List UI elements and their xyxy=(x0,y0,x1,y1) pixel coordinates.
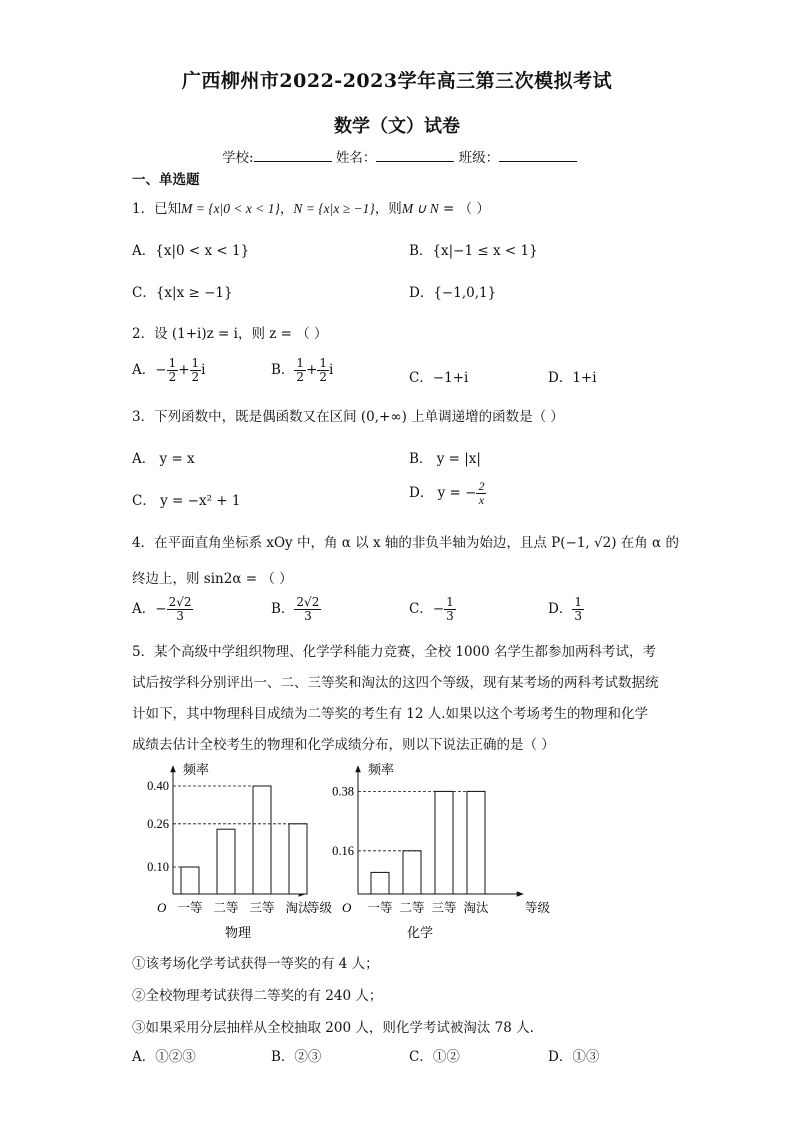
bar-2 xyxy=(217,829,235,894)
x-axis-label: 等级 xyxy=(307,901,333,915)
q2-a-num1: 1 xyxy=(168,356,177,370)
q4-d-den: 3 xyxy=(574,609,582,623)
x-axis-label: 等级 xyxy=(525,901,551,915)
q2-stem: 2．设 (1+i)z = i，则 z = （ ） xyxy=(132,326,328,342)
school-blank xyxy=(254,149,332,162)
chart-title: 化学 xyxy=(406,925,434,940)
q1-stem-b: ，则 xyxy=(374,201,402,217)
q4-d-num: 1 xyxy=(574,595,582,609)
bar-1 xyxy=(371,872,389,894)
q3-d-den: x xyxy=(478,493,485,507)
q1-option-c[interactable]: C．{x|x ≥ −1} xyxy=(132,285,233,301)
class-label: 班级： xyxy=(458,150,500,166)
q5-option-b[interactable]: B．②③ xyxy=(271,1049,322,1065)
q4-a-pre: A．− xyxy=(132,601,167,617)
bar-3 xyxy=(253,786,271,894)
chart-title: 物理 xyxy=(224,925,252,940)
category-label-4: 淘汰 xyxy=(463,901,489,915)
q5-statement-1: ①该考场化学考试获得一等奖的有 4 人； xyxy=(132,956,379,972)
q5-line-4: 成绩去估计全校考生的物理和化学成绩分布，则以下说法正确的是（ ） xyxy=(132,737,555,753)
name-blank xyxy=(376,149,454,162)
q4-option-d[interactable] xyxy=(548,596,584,623)
category-label-4: 淘汰 xyxy=(285,901,311,915)
q4-b-frac xyxy=(294,596,321,623)
q4-option-c[interactable] xyxy=(409,596,456,623)
q2-a-frac2 xyxy=(190,357,202,384)
q1-m-set: M = {x|0 < x < 1} xyxy=(181,201,280,216)
q2-b-num1: 1 xyxy=(296,356,305,370)
q5-charts xyxy=(125,760,565,950)
q2-b-post: i xyxy=(329,362,334,378)
y-axis-label: 频率 xyxy=(183,762,210,777)
q1-stem-a: 1．已知 xyxy=(132,201,182,217)
q2-a-post: i xyxy=(201,362,206,378)
class-blank xyxy=(499,149,577,162)
tick-label-3: 0.10 xyxy=(147,860,169,874)
q2-a-den1: 2 xyxy=(168,370,177,384)
origin-label: O xyxy=(342,900,352,915)
q5-option-a[interactable]: A．①②③ xyxy=(132,1049,196,1065)
q2-b-mid: + xyxy=(306,362,318,378)
q4-line1: 4．在平面直角坐标系 xOy 中，角 α 以 x 轴的非负半轴为始边，且点 P(−1, √2) 在角 α 的 xyxy=(132,535,679,551)
q1-sep: ， xyxy=(279,201,294,217)
student-info xyxy=(222,146,577,166)
exam-subtitle: 数学（文）试卷 xyxy=(334,116,460,137)
q4-c-frac xyxy=(444,596,456,623)
q4-c-num: 1 xyxy=(446,595,454,609)
q2-a-num2: 1 xyxy=(191,356,200,370)
q4-option-a[interactable] xyxy=(132,596,193,623)
q3-d-pre: D． y = − xyxy=(409,485,477,501)
q4-a-frac xyxy=(167,596,194,623)
q4-c-pre: C．− xyxy=(409,601,445,617)
q3-option-d[interactable] xyxy=(409,480,486,507)
school-label: 学校: xyxy=(222,150,254,166)
q4-a-num: 2√2 xyxy=(168,595,192,609)
q2-b-pre: B． xyxy=(271,362,295,378)
bar-4 xyxy=(467,791,485,894)
q2-option-b[interactable] xyxy=(271,357,333,384)
q4-a-den: 3 xyxy=(176,609,184,623)
q3-option-c[interactable]: C． y = −x² + 1 xyxy=(132,493,241,509)
bar-3 xyxy=(435,791,453,894)
tick-label-1: 0.38 xyxy=(332,784,354,799)
q5-line-1: 5．某个高级中学组织物理、化学学科能力竞赛，全校 1000 名学生都参加两科考试，考 xyxy=(132,644,657,660)
q3-option-a[interactable]: A． y = x xyxy=(132,451,195,467)
tick-label-2: 0.16 xyxy=(332,843,354,858)
q3-d-num: 2 xyxy=(478,479,485,493)
bar-1 xyxy=(181,867,199,894)
category-label-3: 三等 xyxy=(249,901,275,915)
exam-title: 广西柳州市2022-2023学年高三第三次模拟考试 xyxy=(181,70,613,92)
q3-option-b[interactable]: B． y = |x| xyxy=(409,451,481,467)
category-label-1: 一等 xyxy=(367,901,393,915)
section-heading: 一、单选题 xyxy=(132,172,200,188)
q4-d-pre: D． xyxy=(548,601,573,617)
bar-4 xyxy=(289,824,307,894)
q4-b-num: 2√2 xyxy=(296,595,320,609)
tick-label-1: 0.40 xyxy=(147,779,169,793)
name-label: 姓名： xyxy=(335,150,377,166)
q2-b-frac1 xyxy=(294,357,306,384)
bar-2 xyxy=(403,851,421,894)
q5-option-d[interactable]: D．①③ xyxy=(548,1049,600,1065)
category-label-1: 一等 xyxy=(177,901,203,915)
chemistry-chart xyxy=(332,762,550,940)
category-label-3: 三等 xyxy=(431,901,457,915)
q5-line-3: 计如下，其中物理科目成绩为二等奖的考生有 12 人.如果以这个考场考生的物理和化学 xyxy=(132,706,649,722)
category-label-2: 二等 xyxy=(399,901,425,915)
q1-expr: M ∪ N xyxy=(401,201,439,216)
q1-option-d[interactable]: D．{−1,0,1} xyxy=(409,285,497,301)
q2-b-num2: 1 xyxy=(319,356,328,370)
q1-option-b[interactable]: B．{x|−1 ≤ x < 1} xyxy=(409,243,538,259)
q2-a-mid: + xyxy=(178,362,190,378)
q5-statement-3: ③如果采用分层抽样从全校抽取 200 人，则化学考试被淘汰 78 人. xyxy=(132,1020,534,1036)
q2-a-frac1 xyxy=(167,357,179,384)
q4-c-den: 3 xyxy=(446,609,454,623)
q1-n-set: N = {x|x ≥ −1} xyxy=(293,201,375,216)
y-axis-label: 频率 xyxy=(368,762,395,777)
q2-a-pre: A．− xyxy=(132,362,167,378)
q4-line2: 终边上，则 sin2α = （ ） xyxy=(132,571,293,587)
q4-b-den: 3 xyxy=(304,609,312,623)
tick-label-2: 0.26 xyxy=(147,816,169,831)
q2-b-den1: 2 xyxy=(296,370,305,384)
q2-option-d[interactable]: D．1+i xyxy=(548,370,597,386)
q2-a-den2: 2 xyxy=(191,370,200,384)
q2-b-den2: 2 xyxy=(319,370,328,384)
q4-b-pre: B． xyxy=(271,601,295,617)
q2-b-frac2 xyxy=(317,357,329,384)
q1-stem xyxy=(132,197,490,217)
category-label-2: 二等 xyxy=(213,901,239,915)
q4-option-b[interactable] xyxy=(271,596,321,623)
origin-label: O xyxy=(157,900,167,915)
q4-d-frac xyxy=(572,596,584,623)
q2-option-a[interactable] xyxy=(132,357,205,384)
q1-option-a[interactable]: A．{x|0 < x < 1} xyxy=(132,243,250,259)
q3-d-frac xyxy=(476,480,486,507)
q3-stem: 3．下列函数中，既是偶函数又在区间 (0,+∞) 上单调递增的函数是（ ） xyxy=(132,409,564,425)
q5-line-2: 试后按学科分别评出一、二、三等奖和淘汰的这四个等级，现有某考场的两科考试数据统 xyxy=(132,675,659,691)
q5-statement-2: ②全校物理考试获得二等奖的有 240 人； xyxy=(132,988,383,1004)
q5-option-c[interactable]: C．①② xyxy=(409,1049,460,1065)
physics-chart xyxy=(147,762,332,940)
q2-option-c[interactable]: C．−1+i xyxy=(409,370,469,386)
q1-stem-c: = （ ） xyxy=(438,201,490,217)
